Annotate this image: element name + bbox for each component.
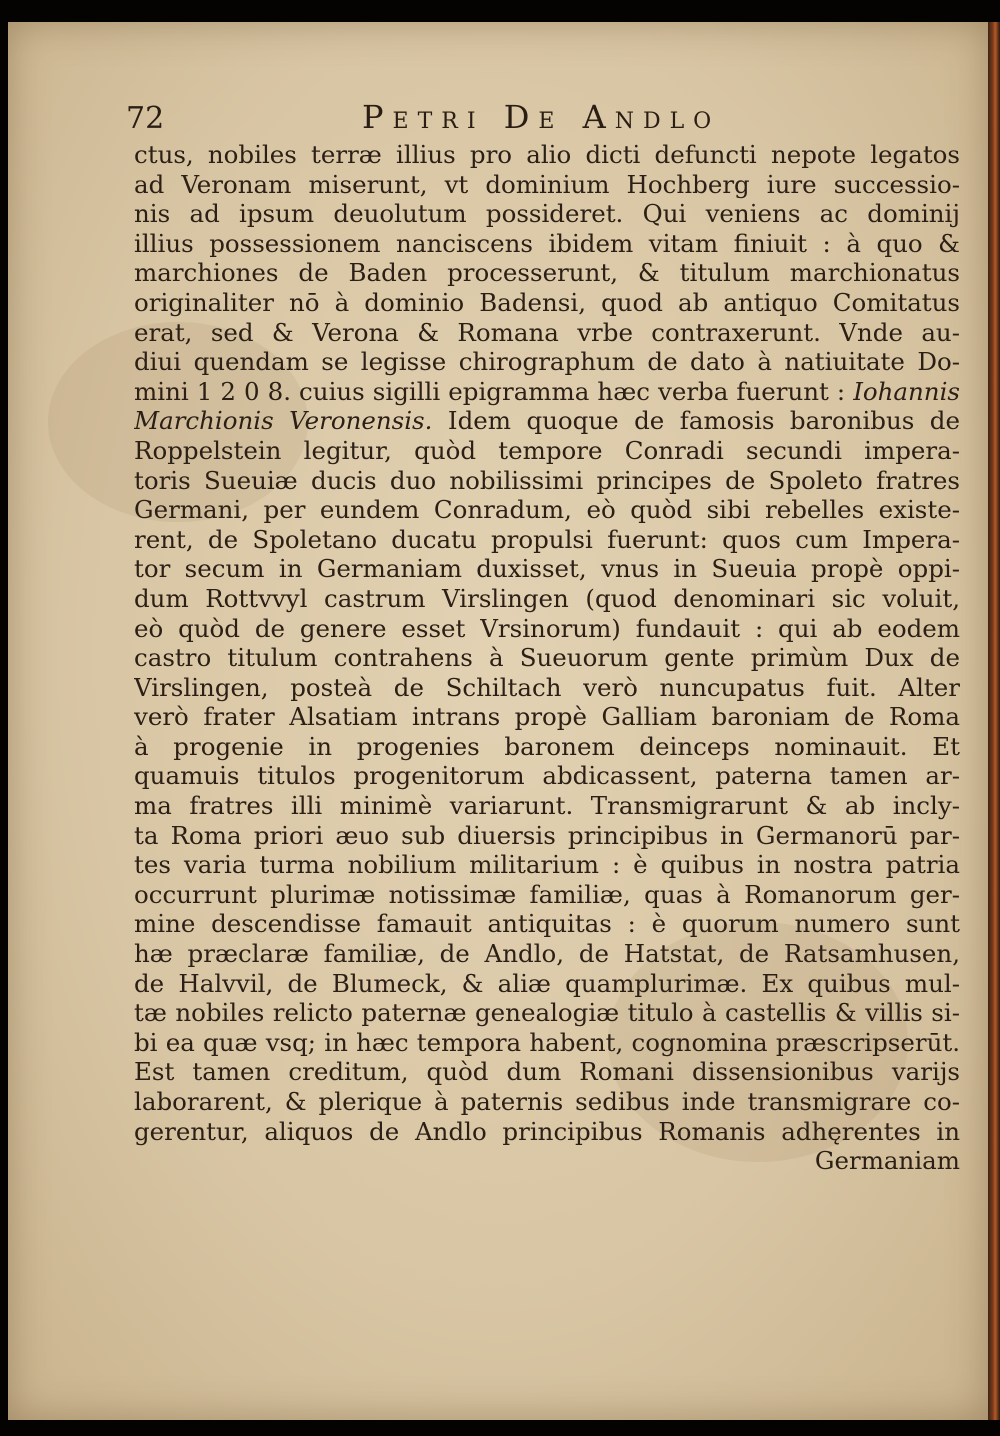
text-line: de Halvvil, de Blumeck, & aliæ quamplurimæ. Ex quibus mul- [134, 968, 960, 998]
text-line: nis ad ipsum deuolutum possideret. Qui veniens ac dominij [134, 199, 960, 229]
text-line [134, 377, 960, 407]
text-line: ctus, nobiles terræ illius pro alio dicti defuncti nepote legatos [134, 140, 960, 169]
text-segment: Idem quoque de famosis baronibus de [447, 406, 960, 436]
text-line: à progenie in progenies baronem deinceps nominauit. Et [134, 731, 960, 761]
text-line: hæ præclaræ familiæ, de Andlo, de Hatstat, de Ratsamhusen, [134, 939, 960, 969]
text-line: Germani, per eundem Conradum, eò quòd sibi rebelles existe- [134, 495, 960, 525]
text-line [134, 406, 960, 436]
page-edge [988, 22, 1000, 1420]
text-line: illius possessionem nanciscens ibidem vitam finiuit : à quo & [134, 228, 960, 258]
page-number: 72 [126, 101, 165, 136]
body-text [134, 140, 960, 1176]
text-line: occurrunt plurimæ notissimæ familiæ, quas à Romanorum ger- [134, 879, 960, 909]
catchword: Germaniam [814, 1146, 960, 1176]
text-line: originaliter nō à dominio Badensi, quod ab antiquo Comitatus [134, 287, 960, 317]
text-line: gerentur, aliquos de Andlo principibus Romanis adhęrentes in [134, 1116, 960, 1146]
text-line: laborarent, & plerique à paternis sedibus inde transmigrare co- [134, 1087, 960, 1116]
text-line: Virslingen, posteà de Schiltach verò nuncupatus fuit. Alter [134, 672, 960, 702]
text-line: rent, de Spoletano ducatu propulsi fuerunt: quos cum Impera- [134, 524, 960, 554]
text-line: toris Sueuiæ ducis duo nobilissimi principes de Spoleto fratres [134, 465, 960, 495]
text-line: marchiones de Baden processerunt, & titulum marchionatus [134, 258, 960, 288]
text-line: tes varia turma nobilium militarium : è quibus in nostra patria [134, 850, 960, 880]
seal-inscription: Iohannis [853, 376, 960, 406]
text-line: Est tamen creditum, quòd dum Romani dissensionibus varijs [134, 1057, 960, 1087]
text-line: mine descendisse famauit antiquitas : è quorum numero sunt [134, 909, 960, 939]
text-line: tæ nobiles relicto paternæ genealogiæ titulo à castellis & villis si- [134, 998, 960, 1028]
text-line: eò quòd de genere esset Vrsinorum) fundauit : qui ab eodem [134, 613, 960, 643]
text-line: ta Roma priori æuo sub diuersis principibus in Germanorū par- [134, 820, 960, 850]
text-line: erat, sed & Verona & Romana vrbe contraxerunt. Vnde au- [134, 317, 960, 347]
text-line: castro titulum contrahens à Sueuorum gente primùm Dux de [134, 643, 960, 673]
text-line: ma fratres illi minimè variarunt. Transmigrarunt & ab incly- [134, 791, 960, 821]
text-line: verò frater Alsatiam intrans propè Galliam baroniam de Roma [134, 702, 960, 732]
text-segment: mini 1 2 0 8. cuius sigilli epigramma hæc verba fuerunt : [134, 376, 846, 406]
text-line: ad Veronam miserunt, vt dominium Hochberg iure successio- [134, 169, 960, 199]
text-line: tor secum in Germaniam duxisset, vnus in Sueuia propè oppi- [134, 554, 960, 584]
text-line: dum Rottvvyl castrum Virslingen (quod denominari sic voluit, [134, 583, 960, 613]
text-line: Roppelstein legitur, quòd tempore Conradi secundi impera- [134, 435, 960, 465]
text-line: quamuis titulos progenitorum abdicassent, paterna tamen ar- [134, 761, 960, 791]
text-line: bi ea quæ vsq; in hæc tempora habent, cognomina præscripserūt. [134, 1027, 960, 1057]
running-head-title: Petri De Andlo [362, 98, 721, 136]
running-head [122, 100, 962, 140]
seal-inscription: Marchionis Veronensis. [134, 406, 433, 436]
text-line: diui quendam se legisse chirographum de dato à natiuitate Do- [134, 347, 960, 377]
